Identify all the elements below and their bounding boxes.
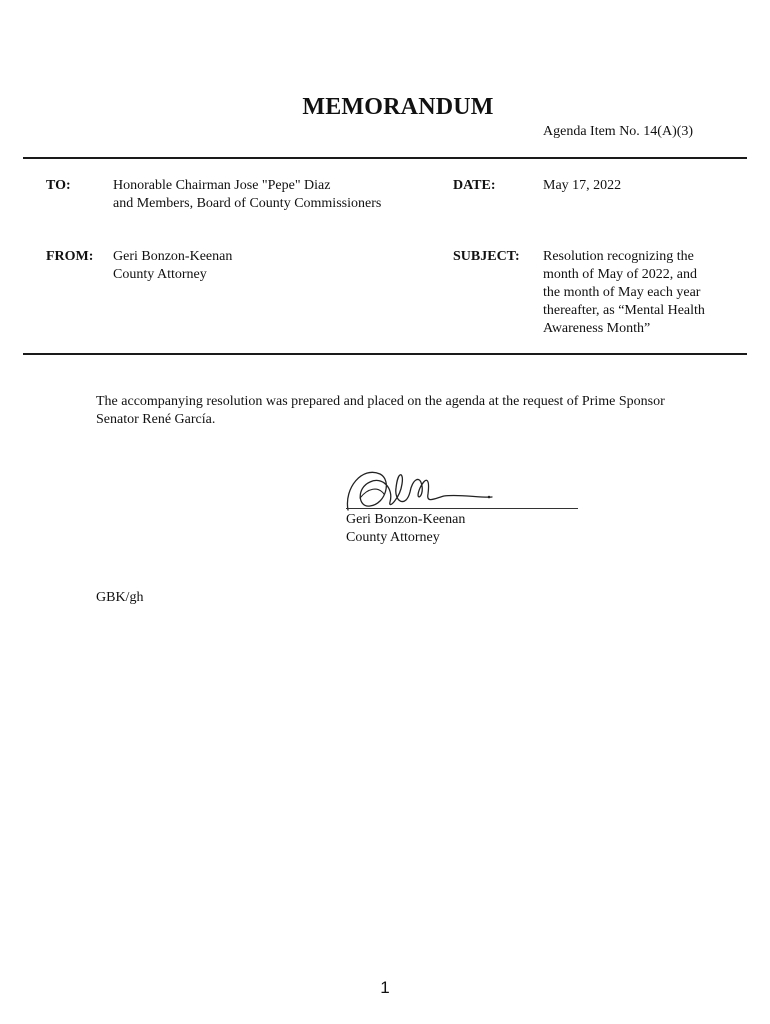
page-number: 1 <box>380 978 390 997</box>
bottom-divider <box>23 353 747 355</box>
subject-line: Awareness Month” <box>543 321 651 336</box>
reference-initials: GBK/gh <box>96 590 144 605</box>
from-sender <box>113 248 232 284</box>
subject-line: Resolution recognizing the <box>543 249 694 264</box>
subject-line: month of May of 2022, and <box>543 267 697 282</box>
signature-block <box>346 511 465 547</box>
date-value: May 17, 2022 <box>543 178 622 193</box>
subject-line: thereafter, as “Mental Health <box>543 303 705 318</box>
date-label: DATE: <box>453 178 496 193</box>
body-line: The accompanying resolution was prepared and placed on the agenda at the request of Prime Sponsor <box>96 394 665 409</box>
body-line: Senator René García. <box>96 412 216 427</box>
subject-text <box>543 248 705 338</box>
from-line: County Attorney <box>113 267 207 282</box>
subject-label: SUBJECT: <box>453 249 520 264</box>
signatory-name: Geri Bonzon-Keenan <box>346 512 466 527</box>
subject-line: the month of May each year <box>543 285 701 300</box>
top-divider <box>23 157 747 159</box>
body-paragraph <box>96 393 716 429</box>
from-line: Geri Bonzon-Keenan <box>113 249 233 264</box>
to-recipients <box>113 177 381 213</box>
signature-line <box>346 508 578 509</box>
agenda-item-number: Agenda Item No. 14(A)(3) <box>543 124 694 139</box>
from-label: FROM: <box>46 249 94 264</box>
to-label: TO: <box>46 178 71 193</box>
signatory-title: County Attorney <box>346 530 440 545</box>
to-line: and Members, Board of County Commissioners <box>113 196 382 211</box>
to-line: Honorable Chairman Jose "Pepe" Diaz <box>113 178 331 193</box>
memo-title: MEMORANDUM <box>302 94 494 120</box>
handwritten-signature <box>340 458 510 514</box>
